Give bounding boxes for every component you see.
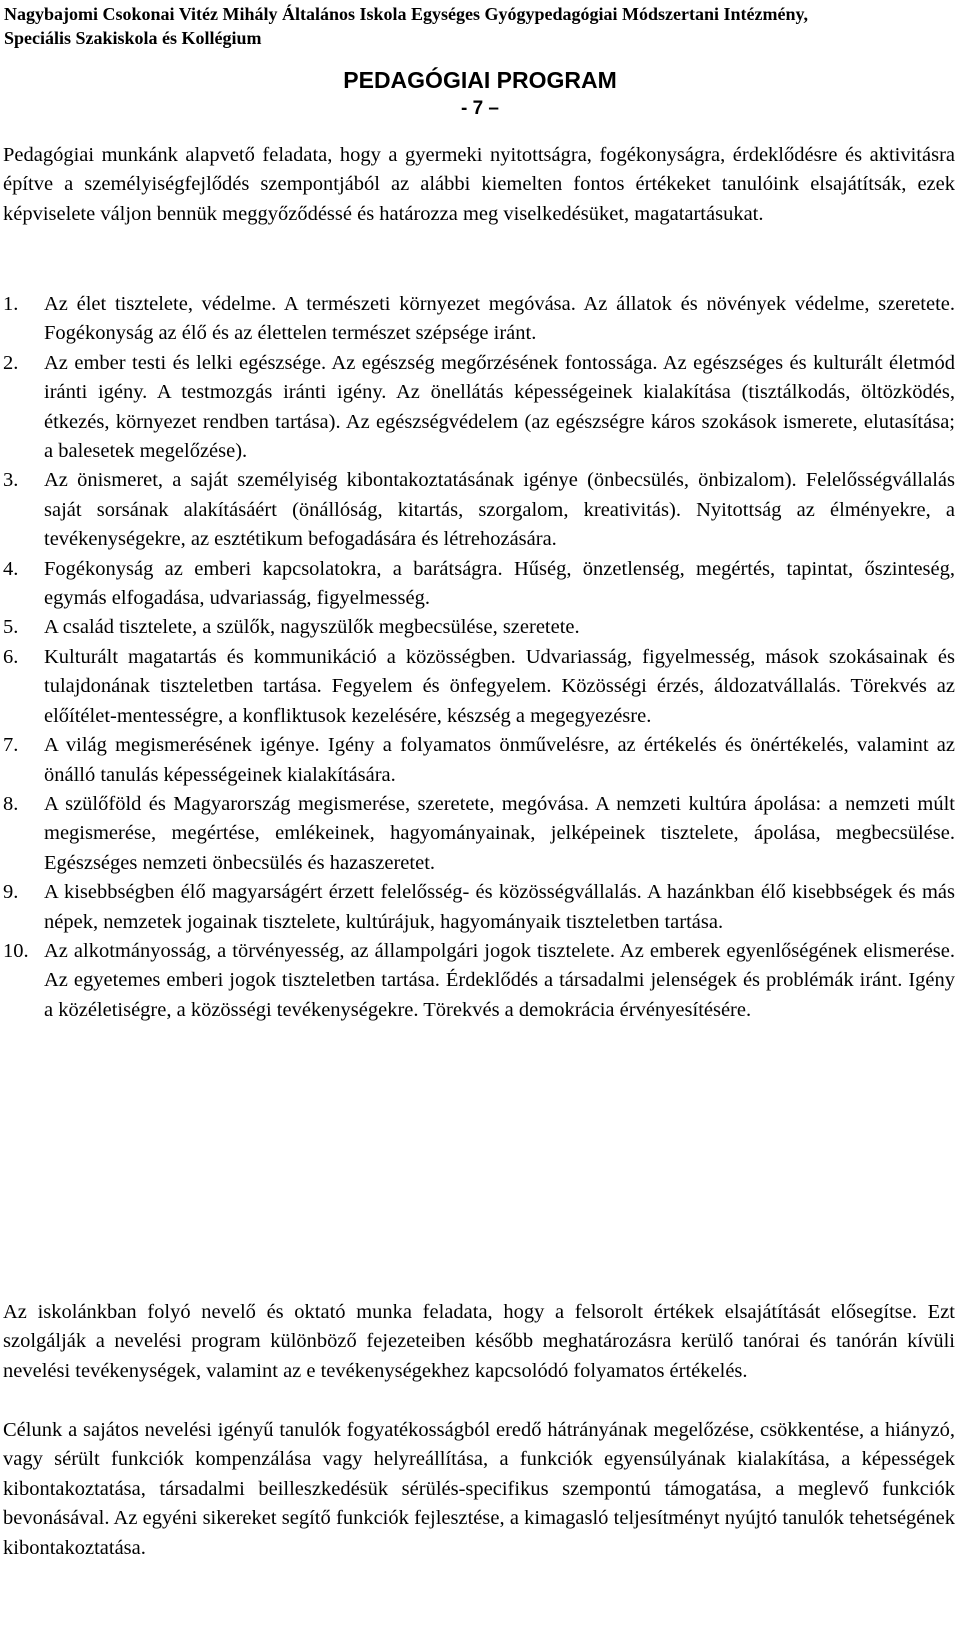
list-item [3,555,955,614]
list-item-number: 1. [3,293,19,315]
header-institution-line2: Speciális Szakiskola és Kollégium [4,28,262,48]
page-title: PEDAGÓGIAI PROGRAM [343,67,617,93]
list-item-number: 7. [3,734,19,757]
list-item-text: A kisebbségben élő magyarságért érzett felelősség- és közösségvállalás. A hazánkban élő kisebbségek és más népek, nemzetek jogainak tisztelete, kultúrájuk, hagyományaik tiszteletben tartása. [44,881,955,933]
closing-paragraph-2: Célunk a sajátos nevelési igényű tanulók fogyatékosságból eredő hátrányának megelőzése, csökkentése, a hiányzó, vagy sérült funkciók kompenzálása vagy helyreállítása, a funkciók egyensúlyának kialakítása, a képességek kibontakoztatása, társadalmi beilleszkedésük sérülés-specifikus szempontú támogatása, a meglevő funkciók bevonásával. Az egyéni sikereket segítő funkciók fejlesztése, a kimagasló teljesítményt nyújtó tanulók tehetségének kibontakoztatása. [3,1419,955,1559]
list-item-text: A világ megismerésének igénye. Igény a folyamatos önművelésre, az értékelés és önértékelés, valamint az önálló tanulás képességeinek kialakítására. [44,734,955,786]
list-item-text: Fogékonyság az emberi kapcsolatokra, a barátságra. Hűség, önzetlenség, megértés, tapintat, őszinteség, egymás elfogadása, udvariasság, figyelmesség. [44,557,955,610]
page-number: - 7 – [460,98,500,119]
list-item [3,643,955,731]
closing-paragraph-1: Az iskolánkban folyó nevelő és oktató munka feladata, hogy a felsorolt értékek elsajátítását elősegítse. Ezt szolgálják a nevelési program különböző fejezeteiben később meghatározásra kerülő tanórai és tanórán kívüli nevelési tevékenységek, valamint az e tevékenységekhez kapcsolódó folyamatos értékelés. [3,1301,955,1382]
list-item-number: 3. [3,469,19,492]
list-item-number: 4. [3,557,19,580]
list-item-number: 9. [3,881,19,904]
list-item-text: A szülőföld és Magyarország megismerése, szeretete, megóvása. A nemzeti kultúra ápolása: a nemzeti múlt megismerése, megértése, emlékeinek, hagyományainak, jelképeinek tisztelete, ápolása, megbecsülése. Egészséges nemzeti önbecsülés és hazaszeretet. [44,792,955,874]
list-item-text: Az ember testi és lelki egészsége. Az egészség megőrzésének fontossága. Az egészséges és kulturált életmód iránti igény. A testmozgás iránti igény. Az önellátás képességeinek kialakítása (tisztálkodás, öltözködés, étkezés, környezet rendben tartása). Az egészségvédelem (az egészségre káros szokások ismerete, elutasítása; a balesetek megelőzése). [44,351,955,463]
values-list [3,290,955,1025]
list-item-number: 6. [3,645,19,668]
intro-paragraph: Pedagógiai munkánk alapvető feladata, hogy a gyermeki nyitottságra, fogékonyságra, érdeklődésre és aktivitásra építve a személyiségfejlődés szempontjából az alábbi kiemelten fontos értékeket tanulóink elsajátítsák, ezek képviselete váljon bennük meggyőződéssé és határozza meg viselkedésüket, magatartásukat. [3,144,955,225]
list-item-number: 2. [3,351,19,374]
list-item-number: 8. [3,792,19,815]
list-item-text: A család tisztelete, a szülők, nagyszülők megbecsülése, szeretete. [44,616,580,639]
list-item [3,466,955,554]
list-item-text: Az alkotmányosság, a törvényesség, az állampolgári jogok tisztelete. Az emberek egyenlőségének elismerése. Az egyetemes emberi jogok tiszteletben tartása. Érdeklődés a társadalmi jelenségek és problémák iránt. Igény a közéletiségre, a közösségi tevékenységekre. Törekvés a demokrácia érvényesítésére. [44,939,955,1021]
list-item-text: Az önismeret, a saját személyiség kibontakoztatásának igénye (önbecsülés, önbizalom). Felelősségvállalás saját sorsának alakításáért (önállóság, kitartás, szorgalom, kreativitás). Nyitottság az élményekre, a tevékenységekre, az esztétikum befogadására és létrehozására. [44,469,955,551]
list-item-number: 10. [3,939,29,962]
list-item [3,790,955,878]
list-item [3,290,955,349]
list-item [3,937,955,1025]
list-item [3,349,955,467]
list-item [3,731,955,790]
header-institution-line1: Nagybajomi Csokonai Vitéz Mihály Általános Iskola Egységes Gyógypedagógiai Módszertani Intézmény, [4,4,809,24]
list-item-number: 5. [3,616,19,639]
list-item-text: Kulturált magatartás és kommunikáció a közösségben. Udvariasság, figyelmesség, mások szokásainak és tulajdonának tiszteletben tartása. Fegyelem és önfegyelem. Közösségi érzés, áldozatvállalás. Törekvés az előítélet-mentességre, a konfliktusok kezelésére, készség a megegyezésre. [44,645,955,727]
list-item-text: Az élet tisztelete, védelme. A természeti környezet megóvása. Az állatok és növények védelme, szeretete. Fogékonyság az élő és az élettelen természet szépsége iránt. [44,293,955,345]
list-item [3,613,955,642]
list-item [3,878,955,937]
